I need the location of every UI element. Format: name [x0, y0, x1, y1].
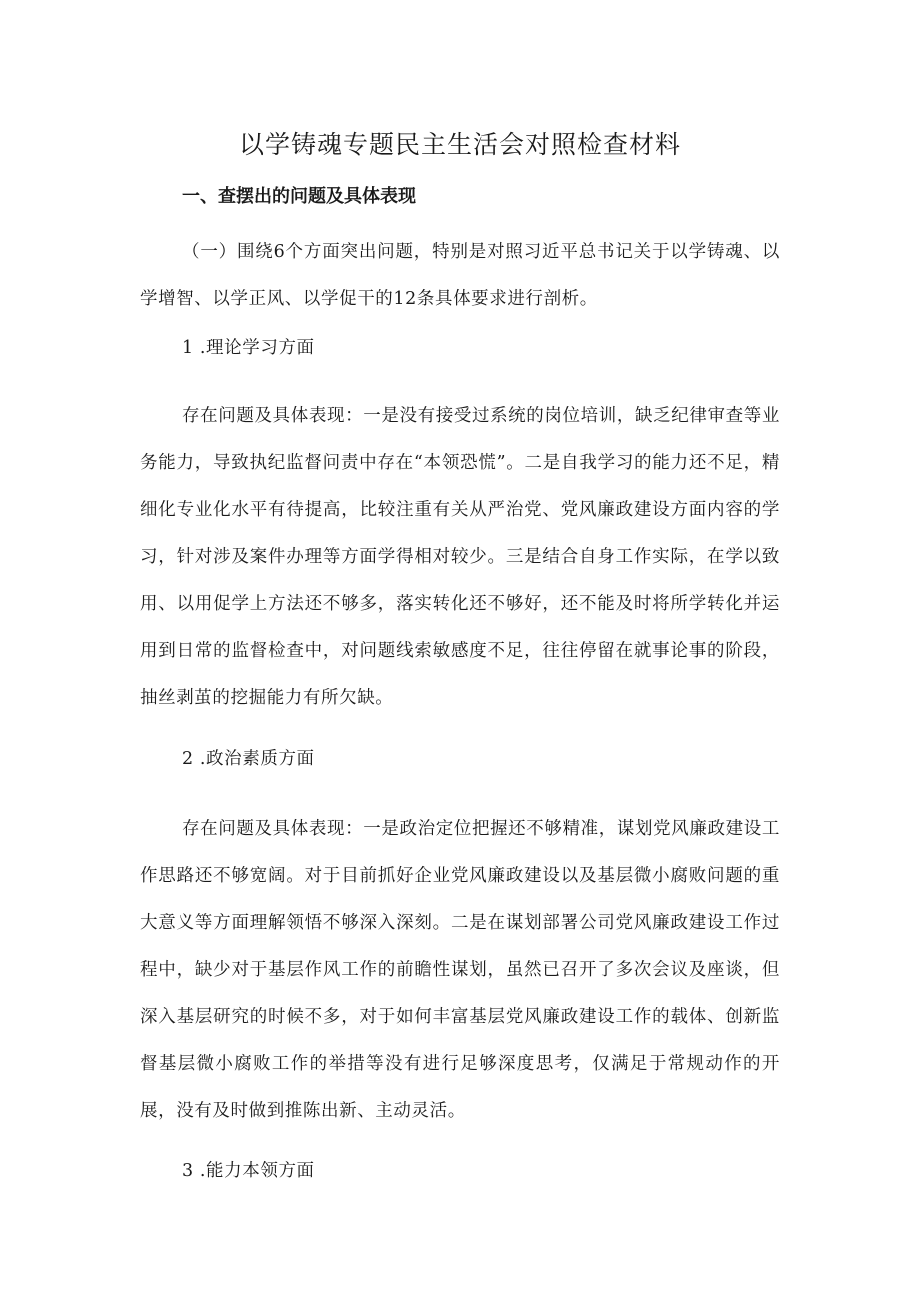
- item-text-political-quality: 存在问题及具体表现：一是政治定位把握还不够精准，谋划党风廉政建设工作思路还不够宽阔。对于目前抓好企业党风廉政建设以及基层微小腐败问题的重大意义等方面理解领悟不够深入深刻。二是在谋划部署公司党风廉政建设工作过程中，缺少对于基层作风工作的前瞻性谋划，虽然已召开了多次会议及座谈，但深入基层研究的时候不多，对于如何丰富基层党风廉政建设工作的载体、创新监督基层微小腐败工作的举措等没有进行足够深度思考，仅满足于常规动作的开展，没有及时做到推陈出新、主动灵活。: [140, 819, 780, 1121]
- item-heading-ability: 3 .能力本领方面: [182, 1161, 315, 1181]
- section-heading-problems: 一、查摆出的问题及具体表现: [182, 186, 416, 207]
- item-heading-political-quality: 2 .政治素质方面: [182, 749, 315, 769]
- document-title: 以学铸魂专题民主生活会对照检查材料: [238, 130, 681, 159]
- intro-paragraph: （一）围绕6个方面突出问题，特别是对照习近平总书记关于以学铸魂、以学增智、以学正风、以学促干的12条具体要求进行剖析。: [140, 242, 780, 309]
- item-heading-theory-study: 1 .理论学习方面: [182, 338, 315, 358]
- item-text-theory-study: 存在问题及具体表现：一是没有接受过系统的岗位培训，缺乏纪律审查等业务能力，导致执纪监督问责中存在“本领恐慌”。二是自我学习的能力还不足，精细化专业化水平有待提高，比较注重有关从严治党、党风廉政建设方面内容的学习，针对涉及案件办理等方面学得相对较少。三是结合自身工作实际，在学以致用、以用促学上方法还不够多，落实转化还不够好，还不能及时将所学转化并运用到日常的监督检查中，对问题线索敏感度不足，往往停留在就事论事的阶段，抽丝剥茧的挖掘能力有所欠缺。: [140, 406, 780, 708]
